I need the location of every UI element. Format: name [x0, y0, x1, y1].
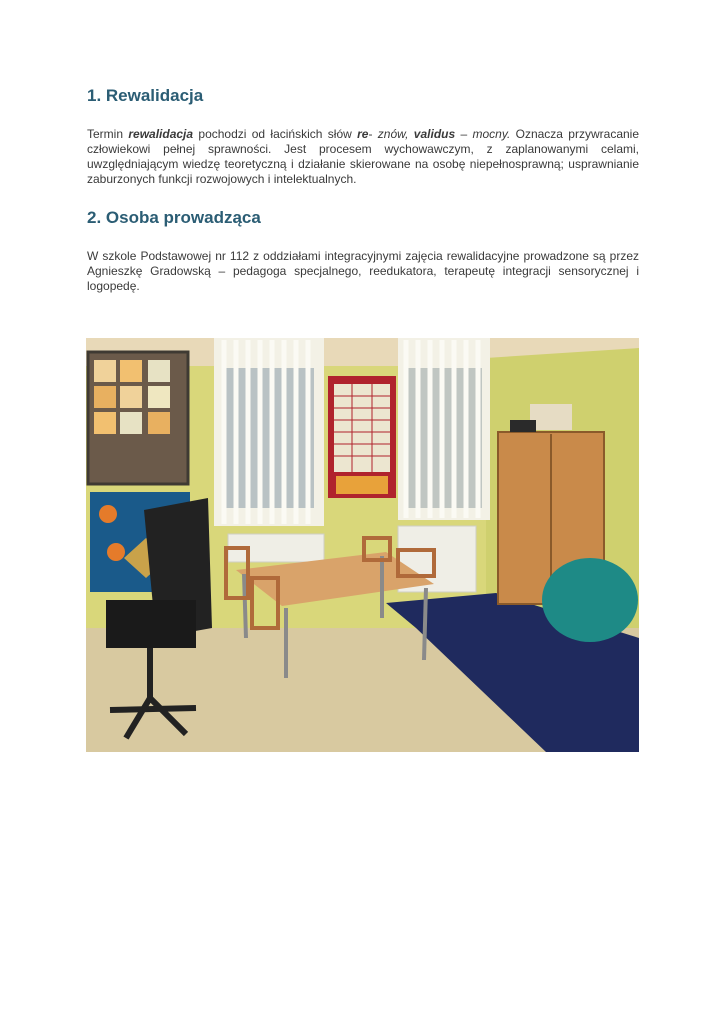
section-paragraph-osoba-prowadzaca: W szkole Podstawowej nr 112 z oddziałami integracyjnymi zajęcia rewalidacyjne prowadzone są przez Agnieszkę Gradowską – pedagoga specjalnego, reedukatora, terapeutę integracji sensorycznej i logopedę.: [87, 249, 639, 293]
text-run: pochodzi od łacińskich słów: [193, 127, 358, 141]
term-validus: validus: [413, 127, 456, 141]
beanbag: [542, 558, 638, 642]
boxes-on-cabinet: [530, 404, 572, 430]
text-run: Oznacza przywracanie człowiekowi pełnej sprawności. Jest procesem wychowawczym, z zaplanowanymi celami, uwzględniającym wiedzę teoretyczną i działanie skierowane na osobę niepełnosprawną; usprawnianie zaburzonych funkcji rozwojowych i intelektualnych.: [87, 127, 640, 186]
text-run: Termin: [87, 127, 129, 141]
section-heading-osoba-prowadzaca: 2. Osoba prowadząca: [87, 208, 261, 227]
text-run: –: [455, 127, 473, 141]
term-rewalidacja: rewalidacja: [128, 127, 194, 141]
term-mocny: mocny.: [472, 127, 511, 141]
classroom-photo: [86, 338, 639, 752]
right-window-blinds: [406, 340, 478, 518]
classroom-photo-illustration: [86, 338, 639, 752]
term-re: re: [357, 127, 369, 141]
term-znow: znów,: [377, 127, 409, 141]
section-paragraph-rewalidacja: [87, 127, 639, 187]
text-run: -: [368, 127, 378, 141]
corkboard-drawings: [94, 360, 170, 434]
section-heading-rewalidacja: 1. Rewalidacja: [87, 86, 204, 105]
